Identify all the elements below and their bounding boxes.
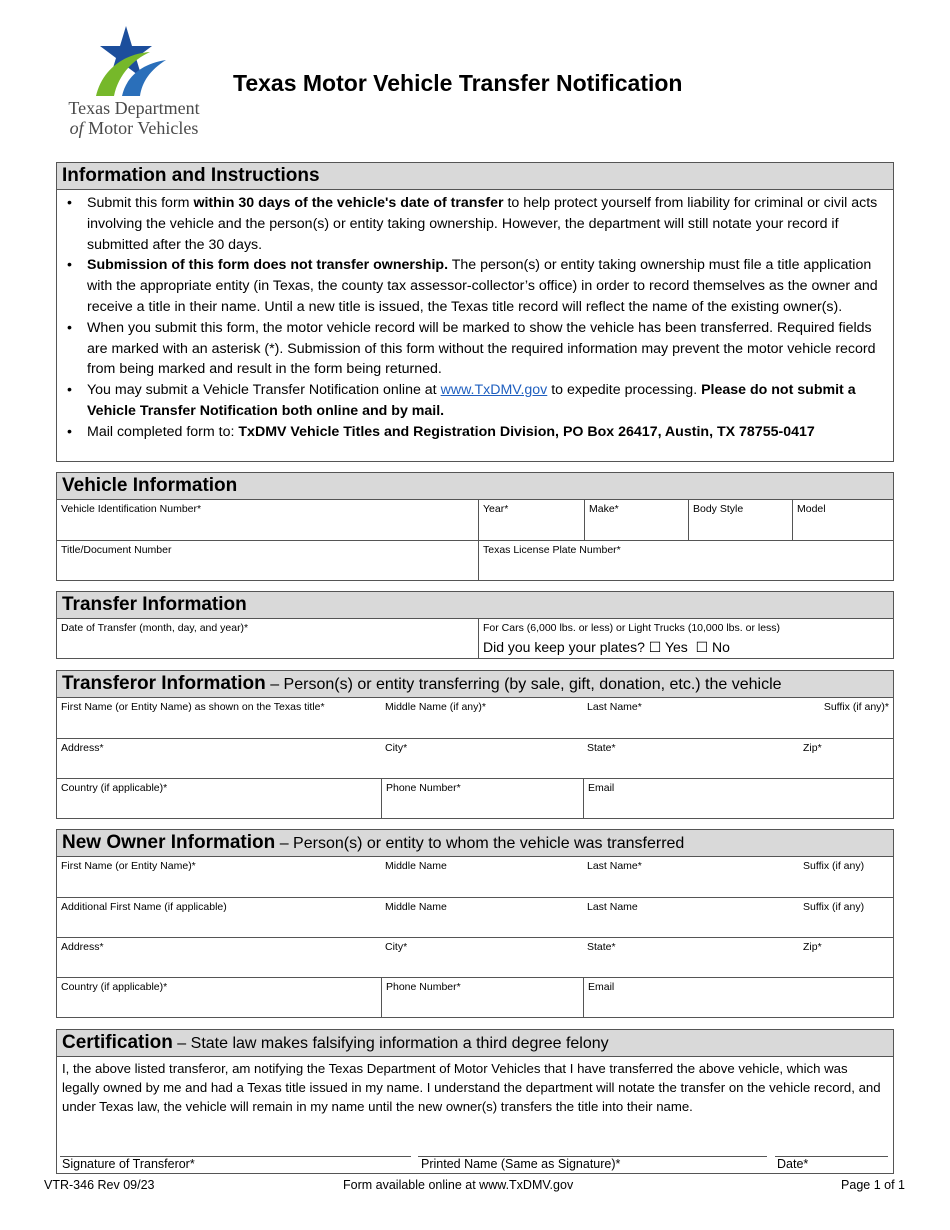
cars-note: For Cars (6,000 lbs. or less) or Light Trucks (10,000 lbs. or less) <box>483 622 781 634</box>
new-owner-section <box>56 829 894 1018</box>
transferor-middle-name-field[interactable]: Middle Name (if any)* <box>385 701 486 713</box>
transferor-first-name-field[interactable]: First Name (or Entity Name) as shown on the Texas title* <box>61 701 325 713</box>
owner-email-field[interactable]: Email <box>583 978 893 1017</box>
certification-section <box>56 1029 894 1174</box>
owner-zip-field[interactable]: Zip* <box>803 941 822 953</box>
txdmv-link[interactable]: www.TxDMV.gov <box>440 382 548 399</box>
make-field[interactable]: Make* <box>584 500 688 540</box>
form-online-note: Form available online at www.TxDMV.gov <box>343 1178 574 1192</box>
owner-last-name-field[interactable]: Last Name* <box>587 860 642 872</box>
instruction-item: • Submit this form within 30 days of the vehicle's date of transfer to help protect yourself from liability for criminal or civil acts involving the vehicle and the person(s) or entity taking ownership. However, the department will still notate your record if submitted after the 30 days. <box>87 193 885 255</box>
vin-field[interactable]: Vehicle Identification Number* <box>61 503 202 515</box>
transfer-section <box>56 591 894 659</box>
plates-question-label: Did you keep your plates? <box>483 639 645 655</box>
owner-first-name-field[interactable]: First Name (or Entity Name)* <box>61 860 196 872</box>
transferor-city-field[interactable]: City* <box>385 742 408 754</box>
instruction-item: • When you submit this form, the motor vehicle record will be marked to show the vehicle has been transferred. Required fields are marked with an asterisk (*). Submission of this form without the required information may prevent the motor vehicle record from being marked and result in the form being returned. <box>87 318 885 380</box>
owner-additional-last-name-field[interactable]: Last Name <box>587 901 638 913</box>
page-title: Texas Motor Vehicle Transfer Notification <box>233 70 683 96</box>
body-style-field[interactable]: Body Style <box>688 500 792 540</box>
model-field[interactable]: Model <box>792 500 893 540</box>
logo-wordmark: Texas Department of Motor Vehicles <box>68 98 200 138</box>
transferor-state-field[interactable]: State* <box>587 742 616 754</box>
no-checkbox[interactable]: ☐ <box>695 639 709 655</box>
transfer-date-field[interactable]: Date of Transfer (month, day, and year)* <box>61 622 249 634</box>
vehicle-section <box>56 472 894 581</box>
no-label: No <box>712 639 730 655</box>
transferor-email-field[interactable]: Email <box>583 779 893 818</box>
owner-additional-middle-name-field[interactable]: Middle Name <box>385 901 447 913</box>
owner-additional-first-name-field[interactable]: Additional First Name (if applicable) <box>61 901 227 913</box>
yes-label: Yes <box>664 639 688 655</box>
signature-label: Signature of Transferor* <box>62 1157 195 1171</box>
form-id: VTR-346 Rev 09/23 <box>44 1178 155 1192</box>
owner-country-field[interactable]: Country (if applicable)* <box>61 981 168 993</box>
transferor-last-name-field[interactable]: Last Name* <box>587 701 642 713</box>
section-heading: Certification – State law makes falsifying information a third degree felony <box>57 1030 893 1057</box>
plates-question <box>478 619 893 658</box>
transferor-section <box>56 670 894 819</box>
page-number: Page 1 of 1 <box>841 1178 905 1192</box>
owner-additional-suffix-field[interactable]: Suffix (if any) <box>803 901 865 913</box>
txdmv-logo <box>54 26 214 141</box>
owner-address-field[interactable]: Address* <box>61 941 104 953</box>
year-field[interactable]: Year* <box>478 500 584 540</box>
owner-middle-name-field[interactable]: Middle Name <box>385 860 447 872</box>
owner-phone-field[interactable]: Phone Number* <box>381 978 583 1017</box>
instructions-section <box>56 162 894 462</box>
section-heading: Information and Instructions <box>57 163 893 190</box>
instruction-item: • You may submit a Vehicle Transfer Notification online at www.TxDMV.gov to expedite processing. Please do not submit a Vehicle Transfer Notification both online and by mail. <box>87 380 885 422</box>
section-heading: Transferor Information – Person(s) or entity transferring (by sale, gift, donation, etc.) the vehicle <box>57 671 893 698</box>
owner-state-field[interactable]: State* <box>587 941 616 953</box>
section-heading: Transfer Information <box>57 592 893 619</box>
transferor-phone-field[interactable]: Phone Number* <box>381 779 583 818</box>
transferor-suffix-field[interactable]: Suffix (if any)* <box>823 701 889 713</box>
certification-text: I, the above listed transferor, am notifying the Texas Department of Motor Vehicles that I have transferred the above vehicle, which was legally owned by me and had a Texas title issued in my name. I understand the department will notate the transfer on the vehicle record, and under Texas law, the vehicle will remain in my name until the new owner(s) transfers the title into their name. <box>62 1061 881 1115</box>
instruction-item: • Mail completed form to: TxDMV Vehicle Titles and Registration Division, PO Box 26417, Austin, TX 78755-0417 <box>87 422 885 443</box>
title-document-field[interactable]: Title/Document Number <box>61 544 172 556</box>
section-heading: New Owner Information – Person(s) or entity to whom the vehicle was transferred <box>57 830 893 857</box>
date-label: Date* <box>777 1157 809 1171</box>
yes-checkbox[interactable]: ☐ <box>648 639 662 655</box>
owner-suffix-field[interactable]: Suffix (if any) <box>803 860 865 872</box>
section-heading: Vehicle Information <box>57 473 893 500</box>
transferor-zip-field[interactable]: Zip* <box>803 742 822 754</box>
transferor-address-field[interactable]: Address* <box>61 742 104 754</box>
owner-city-field[interactable]: City* <box>385 941 408 953</box>
txdmv-star-logo-icon <box>92 26 174 98</box>
instruction-item: • Submission of this form does not transfer ownership. The person(s) or entity taking ownership must file a title application with the appropriate entity (in Texas, the county tax assessor-collector’s office) in order to record themselves as the owner and receive a title in their name. Until a new title is issued, the Texas title record will reflect the name of the existing owner(s). <box>87 255 885 317</box>
license-plate-field[interactable]: Texas License Plate Number* <box>478 541 893 580</box>
transferor-country-field[interactable]: Country (if applicable)* <box>61 782 168 794</box>
printed-name-label: Printed Name (Same as Signature)* <box>421 1157 621 1171</box>
